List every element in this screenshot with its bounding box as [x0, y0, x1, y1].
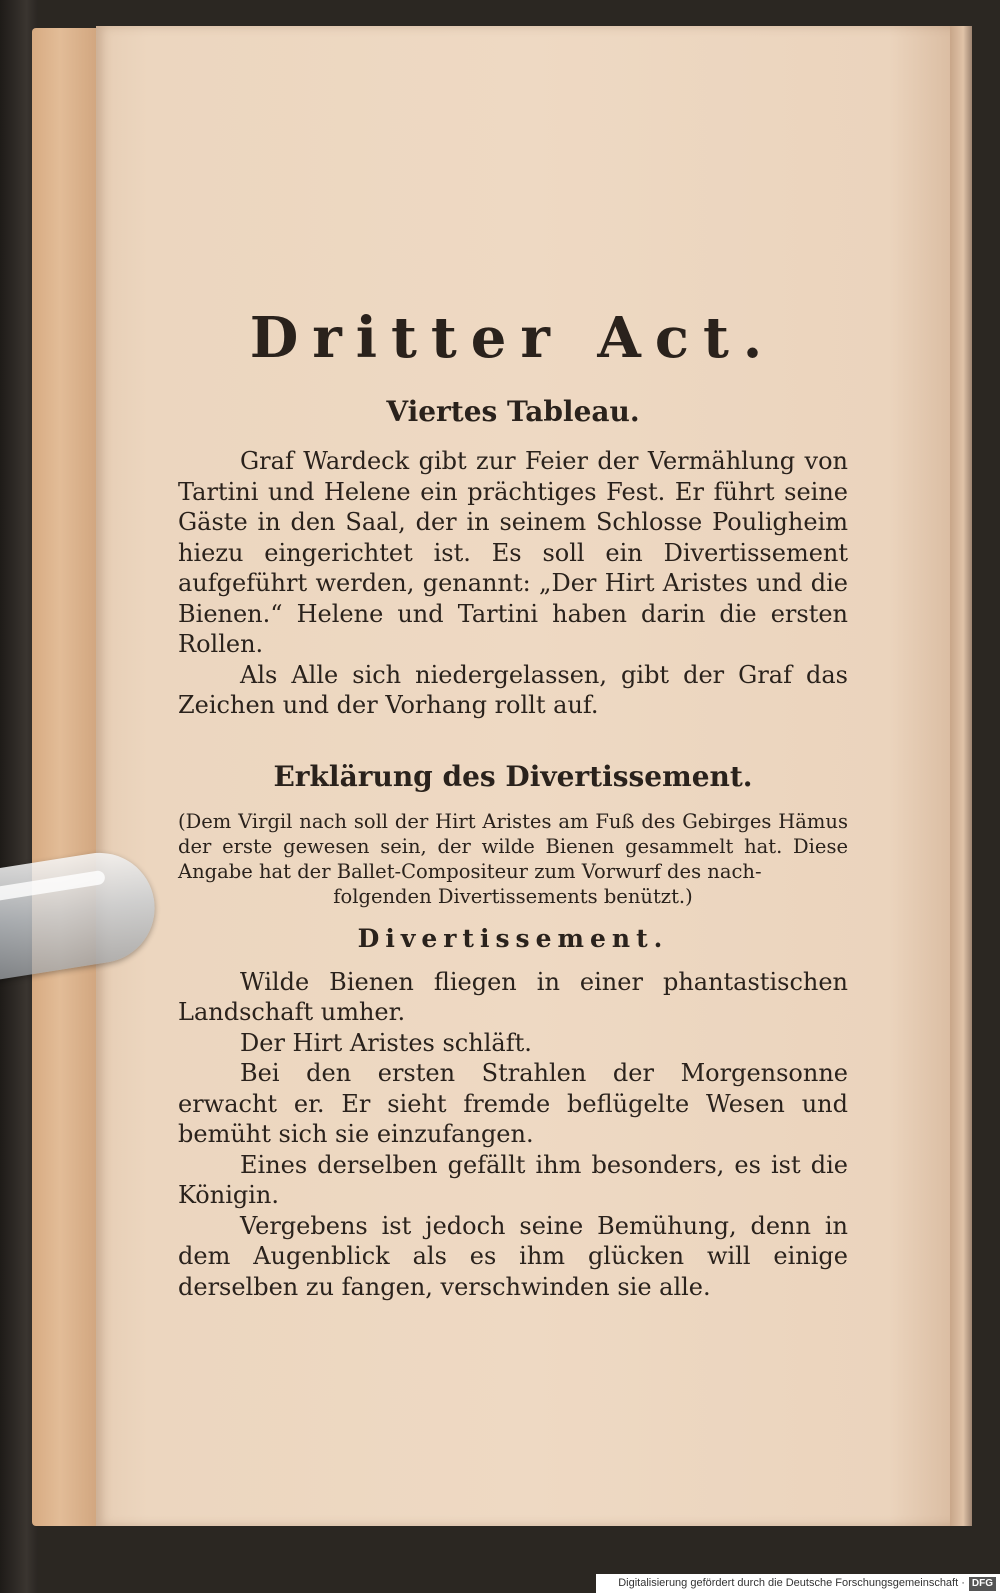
div-paragraph: Wilde Bienen fliegen in einer phantastischen Landschaft umher.	[178, 967, 848, 1026]
page-clip-highlight	[0, 870, 106, 903]
digitization-footer	[596, 1574, 1000, 1593]
note-last-line: folgenden Divertissements benützt.)	[333, 884, 693, 908]
footer-text: Digitalisierung gefördert durch die Deutsche Forschungsgemeinschaft ·	[618, 1577, 965, 1589]
act-title: Dritter Act.	[249, 305, 777, 371]
paragraph: Als Alle sich niedergelassen, gibt der Graf das Zeichen und der Vorhang rollt auf.	[178, 660, 848, 719]
dfg-logo-icon: DFG	[969, 1577, 996, 1591]
div-paragraph: Eines derselben gefällt ihm besonders, es ist die Königin.	[178, 1150, 848, 1209]
div-paragraph: Der Hirt Aristes schläft.	[240, 1028, 532, 1057]
page-edge-right	[950, 26, 972, 1526]
tableau-title: Viertes Tableau.	[386, 395, 640, 428]
page-content	[178, 298, 848, 1302]
explanation-title: Erklärung des Divertissement.	[273, 759, 753, 793]
paragraph: Graf Wardeck gibt zur Feier der Vermählung von Tartini und Helene ein prächtiges Fest. Er führt seine Gäste in den Saal, der in seinem Schlosse Pouligheim hiezu eingerichtet ist. Es soll ein Divertissement aufgeführt werden, genannt: „Der Hirt Aristes und die Bienen.“ Helene und Tartini haben darin die ersten Rollen.	[178, 447, 848, 658]
divertissement-title: Divertissement.	[357, 923, 669, 953]
div-paragraph: Bei den ersten Strahlen der Morgensonne erwacht er. Er sieht fremde beflügelte Wesen und bemüht sich sie einzufangen.	[178, 1059, 848, 1148]
explanation-note	[178, 809, 848, 909]
book-cover-edge	[32, 28, 102, 1526]
div-paragraph: Vergebens ist jedoch seine Bemühung, denn in dem Augenblick als es ihm glücken will einige derselben zu fangen, verschwinden sie alle.	[178, 1211, 848, 1301]
note-text: (Dem Virgil nach soll der Hirt Aristes am Fuß des Gebirges Hämus der erste gewesen sein, der wilde Bienen gesammelt hat. Diese Angabe hat der Ballet-Compositeur zum Vorwurf des nach-	[178, 809, 848, 883]
